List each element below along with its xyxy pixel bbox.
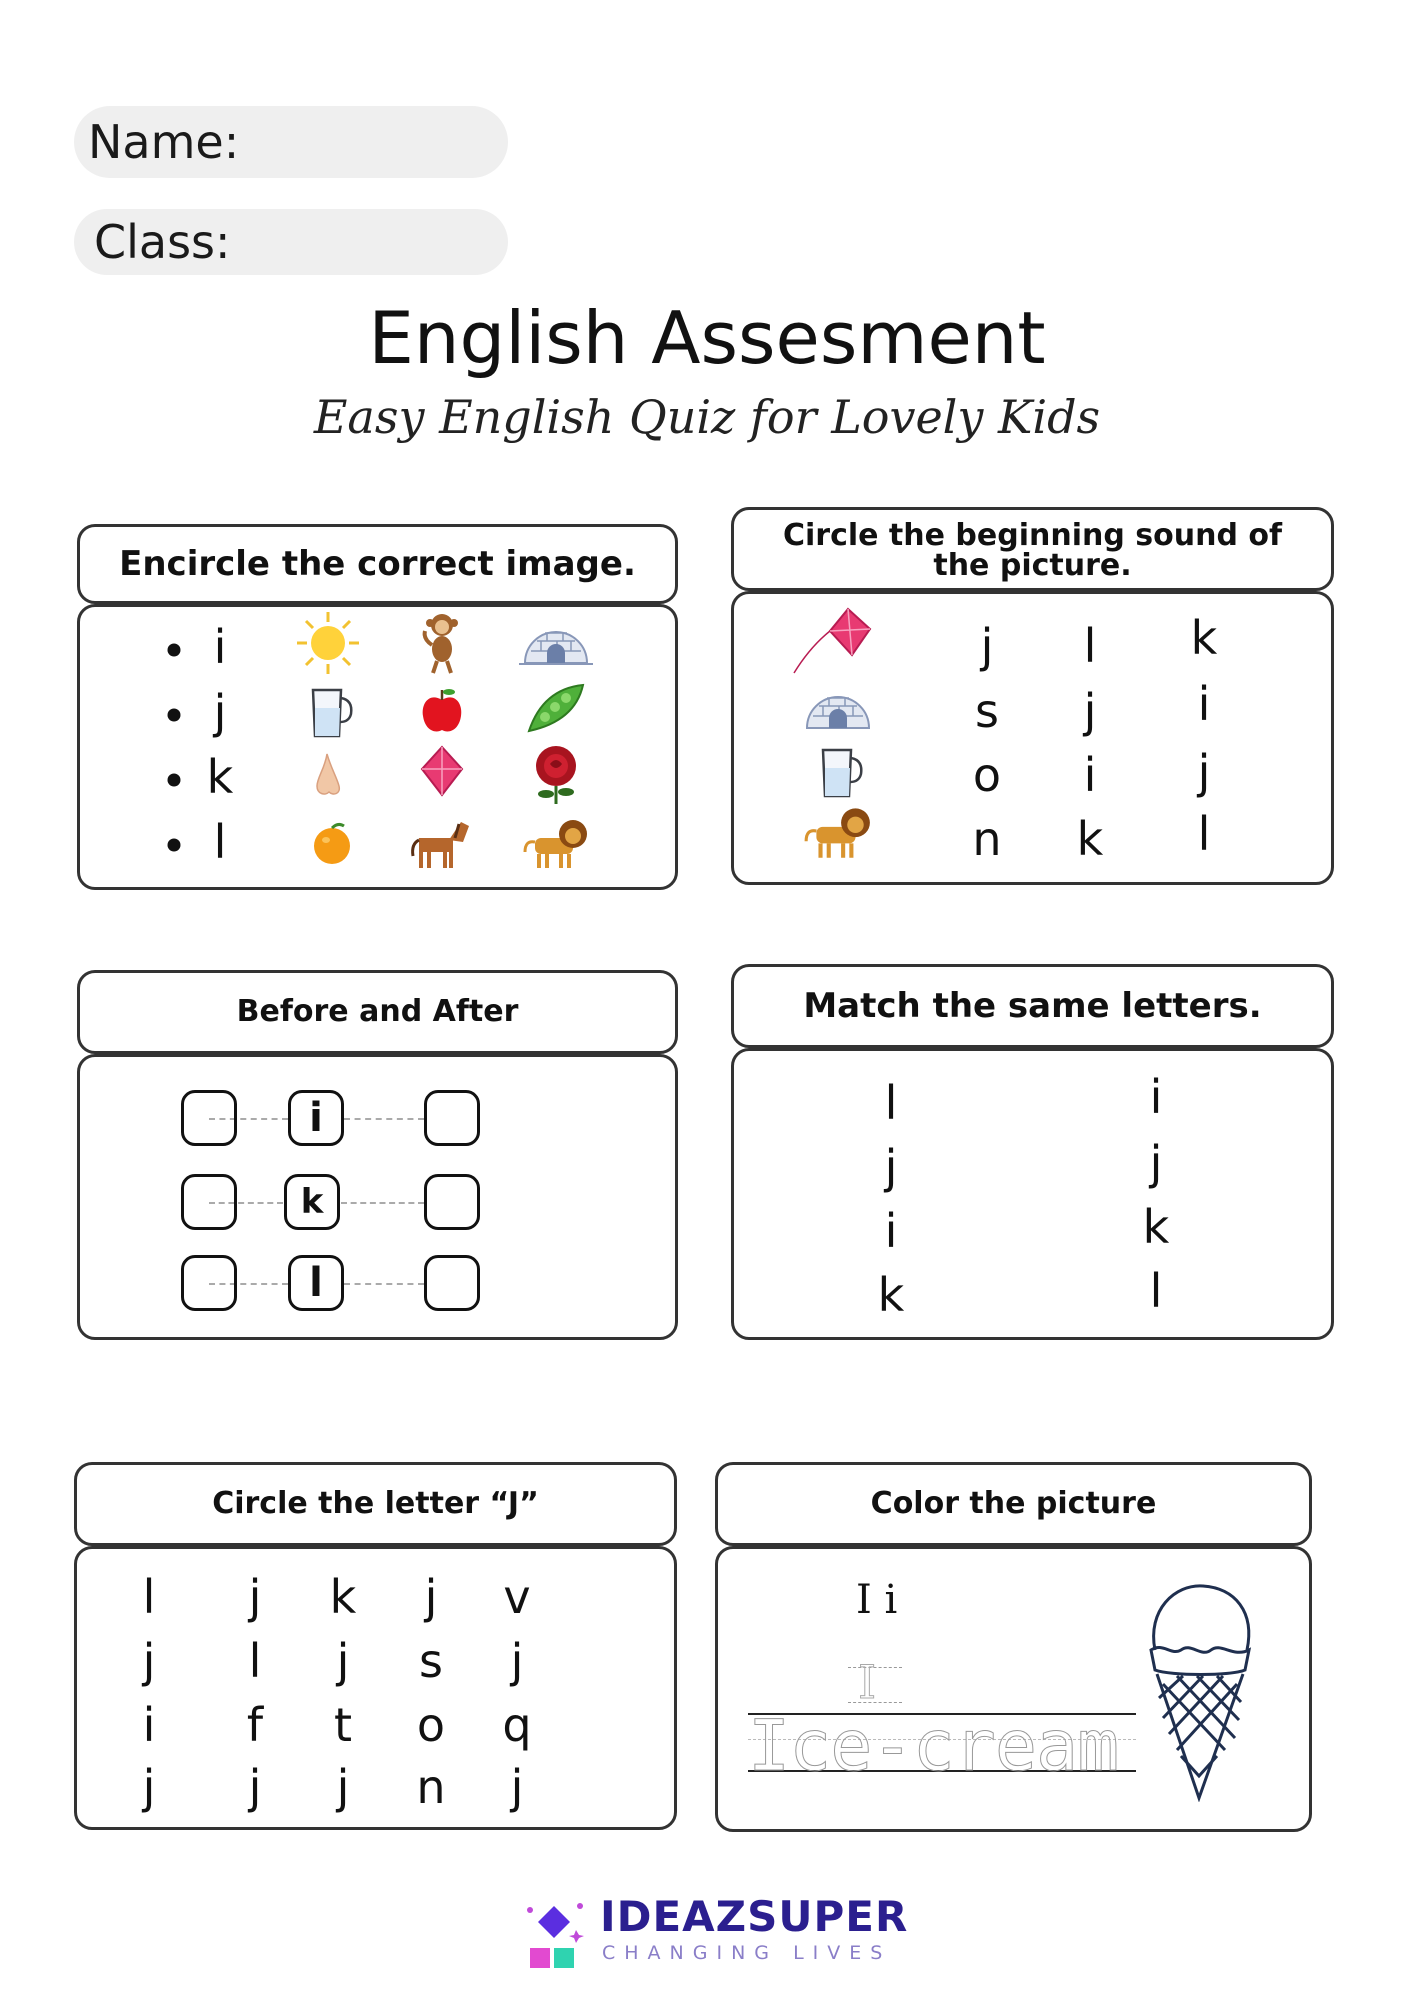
grid-letter[interactable]: j [424,1570,438,1624]
section2-title: Circle the beginning sound of the picture. [782,518,1283,583]
brand-tagline: CHANGING LIVES [602,1942,892,1964]
match-left-letter[interactable]: i [884,1204,898,1258]
match-left-letter[interactable]: k [877,1268,905,1322]
section1-title: Encircle the correct image. [119,544,636,584]
match-right-letter[interactable]: i [1149,1070,1163,1124]
name-field[interactable] [74,106,508,178]
grid-letter[interactable]: j [510,1760,524,1814]
grid-letter[interactable]: j [142,1634,156,1688]
jug-icon [815,742,865,800]
rose-icon[interactable] [528,740,584,806]
bullet [168,644,181,657]
option-letter[interactable]: j [980,619,994,673]
option-letter[interactable]: i [1083,748,1097,802]
option-letter[interactable]: s [975,684,999,738]
orange-icon[interactable] [308,820,356,866]
grid-letter[interactable]: f [246,1698,264,1752]
section2-body [731,591,1334,885]
section2-header [731,507,1334,591]
section6-body [715,1546,1312,1832]
option-letter[interactable]: l [1197,807,1211,861]
grid-letter[interactable]: j [142,1760,156,1814]
lion-icon[interactable] [521,816,591,870]
grid-letter[interactable]: q [502,1698,532,1752]
grid-letter[interactable]: j [336,1760,350,1814]
grid-letter[interactable]: n [416,1760,446,1814]
middle-letter-box: k [284,1174,340,1230]
kite-icon [790,607,886,677]
lion-icon [802,804,874,860]
igloo-icon [798,682,878,734]
option-letter[interactable]: l [1083,619,1097,673]
before-box[interactable] [181,1174,237,1230]
match-right-letter[interactable]: k [1142,1200,1170,1254]
section3-header [77,970,678,1054]
section4-header [731,964,1334,1048]
option-letter[interactable]: n [972,812,1002,866]
grid-letter[interactable]: i [142,1698,156,1752]
letter-item: i [213,620,227,674]
grid-letter[interactable]: j [510,1634,524,1688]
apple-icon[interactable] [419,686,465,736]
before-box[interactable] [181,1255,237,1311]
option-letter[interactable]: j [1197,745,1211,799]
horse-icon[interactable] [409,814,475,872]
page-title: English Assesment [368,296,1046,380]
letter-pair: I i [856,1577,898,1623]
section5-body [74,1546,677,1830]
jug-icon[interactable] [305,682,355,740]
section1-body [77,604,678,890]
letter-item: l [213,815,227,869]
grid-letter[interactable]: l [248,1634,262,1688]
page-subtitle: Easy English Quiz for Lovely Kids [313,390,1101,444]
match-left-letter[interactable]: j [884,1140,898,1194]
section3-body [77,1054,678,1340]
grid-letter[interactable]: l [142,1570,156,1624]
trace-word[interactable]: Ice-cream [748,1705,1119,1787]
grid-letter[interactable]: k [329,1570,357,1624]
trace-letter[interactable]: I [858,1655,877,1709]
bullet [168,774,181,787]
ice-cream-icon[interactable] [1141,1580,1259,1802]
nose-icon[interactable] [311,752,345,798]
section5-header [74,1462,677,1546]
option-letter[interactable]: i [1197,677,1211,731]
grid-letter[interactable]: s [419,1634,443,1688]
option-letter[interactable]: k [1190,611,1218,665]
after-box[interactable] [424,1174,480,1230]
grid-letter[interactable]: j [248,1570,262,1624]
section3-title: Before and After [236,994,519,1029]
igloo-icon[interactable] [517,617,595,669]
letter-item: k [206,750,234,804]
peapod-icon[interactable] [523,681,589,737]
match-right-letter[interactable]: l [1149,1264,1163,1318]
middle-letter-box: i [288,1090,344,1146]
section4-body [731,1048,1334,1340]
option-letter[interactable]: k [1076,812,1104,866]
section6-header [715,1462,1312,1546]
monkey-icon[interactable] [417,611,467,675]
option-letter[interactable]: j [1083,684,1097,738]
after-box[interactable] [424,1255,480,1311]
option-letter[interactable]: o [972,748,1002,802]
section6-title: Color the picture [870,1486,1157,1521]
brand-logo-icon [520,1896,590,1974]
bullet [168,839,181,852]
brand-name: IDEAZSUPER [600,1892,909,1941]
class-label: Class: [94,215,231,269]
before-box[interactable] [181,1090,237,1146]
letter-item: j [213,685,227,739]
after-box[interactable] [424,1090,480,1146]
grid-letter[interactable]: t [333,1698,353,1752]
name-label: Name: [88,115,240,169]
section5-title: Circle the letter “J” [212,1486,539,1521]
grid-letter[interactable]: j [336,1634,350,1688]
class-field[interactable] [74,209,508,275]
bullet [168,709,181,722]
grid-letter[interactable]: j [248,1760,262,1814]
section1-header [77,524,678,604]
sun-icon[interactable] [295,610,361,676]
grid-letter[interactable]: v [503,1570,531,1624]
match-left-letter[interactable]: l [884,1076,898,1130]
middle-letter-box: l [288,1255,344,1311]
kite-icon[interactable] [418,745,466,805]
grid-letter[interactable]: o [416,1698,446,1752]
section4-title: Match the same letters. [803,986,1262,1026]
match-right-letter[interactable]: j [1149,1136,1163,1190]
